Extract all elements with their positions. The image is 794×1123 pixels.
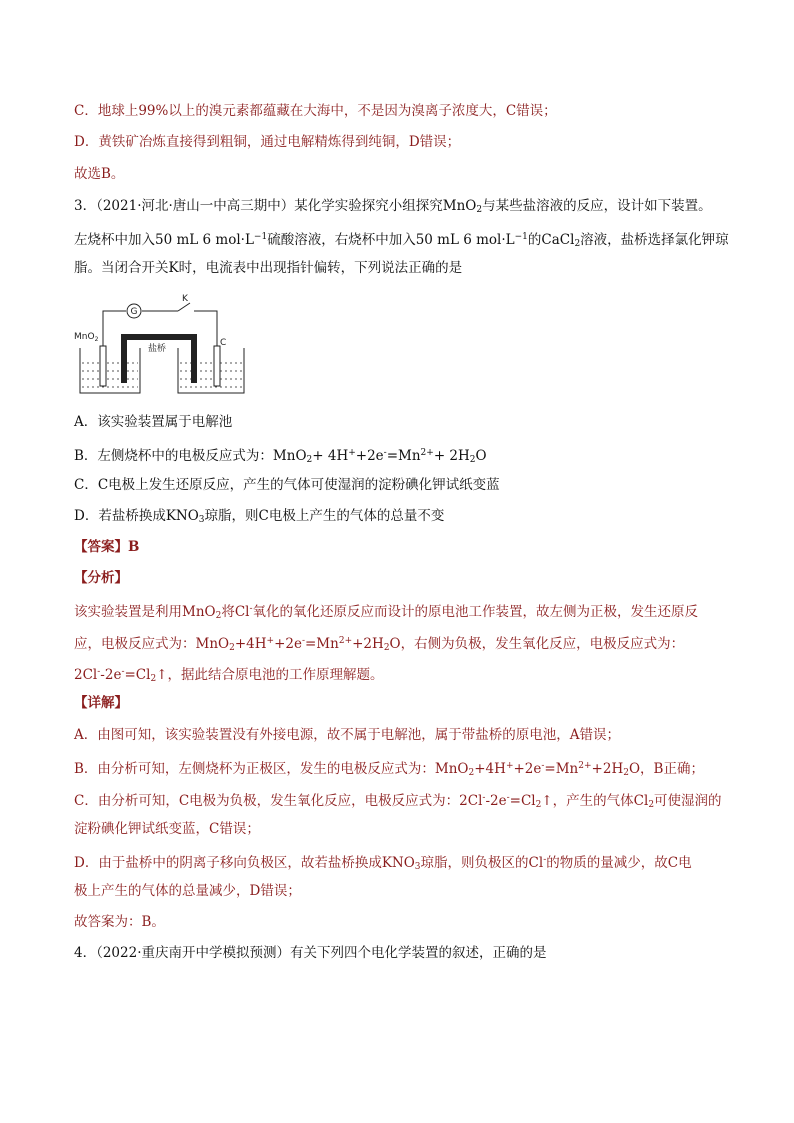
mno2-label xyxy=(74,332,99,343)
t: 淀粉碘化钾试纸变蓝，C错误； xyxy=(74,821,260,837)
analysis-line-3 xyxy=(74,663,724,688)
t: -2e xyxy=(100,667,122,683)
detail-b xyxy=(74,757,724,782)
sup: - xyxy=(543,855,547,865)
text-line-c xyxy=(74,102,724,120)
t: C．由分析可知，C电极为负极，发生氧化反应，电极反应式为：2Cl xyxy=(74,793,483,809)
t: A．该实验装置属于电解池 xyxy=(74,414,233,430)
sup: 2+ xyxy=(338,636,353,646)
mno2-text: MnO xyxy=(74,332,95,342)
sub: 2 xyxy=(623,768,629,778)
t: O xyxy=(475,448,487,464)
answer-line xyxy=(74,538,724,556)
detail-c-cont xyxy=(74,820,724,838)
text: 故选B。 xyxy=(74,166,125,182)
switch-label: K xyxy=(182,294,188,304)
sup: - xyxy=(301,636,305,646)
sup: 2+ xyxy=(578,761,592,771)
question-3-stem-2 xyxy=(74,228,729,253)
t: 左烧杯中加入50 mL 6 mol·L xyxy=(74,232,254,248)
question-4-stem xyxy=(74,944,724,962)
option-a xyxy=(74,413,724,431)
t: 琼脂，则C电极上产生的气体的总量不变 xyxy=(204,508,445,524)
sub: 3 xyxy=(198,515,205,525)
sub: 2 xyxy=(468,768,475,778)
t: ↑，产生的气体Cl xyxy=(541,793,649,809)
sub: 2 xyxy=(476,205,483,215)
text-line-d xyxy=(74,133,724,151)
t: +4H xyxy=(474,761,506,777)
t: 应，电极反应式为：MnO xyxy=(74,636,230,652)
t: 【详解】 xyxy=(74,695,128,711)
salt-bridge-label: 盐桥 xyxy=(148,344,167,354)
t: +4H xyxy=(234,636,267,652)
sup: - xyxy=(97,667,101,677)
t: D．若盐桥换成KNO xyxy=(74,508,199,524)
t: A．由图可知，该实验装置没有外接电源，故不属于电解池，属于带盐桥的原电池，A错误； xyxy=(74,727,620,743)
sub: 2 xyxy=(306,455,313,465)
t: +2e xyxy=(355,448,384,464)
sup: + xyxy=(505,761,514,771)
t: C．C电极上发生还原反应，产生的气体可使湿润的淀粉碘化钾试纸变蓝 xyxy=(74,477,500,493)
sub: 2 xyxy=(535,800,542,810)
sup: + xyxy=(348,448,356,458)
detail-d xyxy=(74,851,724,876)
sub: 2 xyxy=(229,643,235,653)
sup: −1 xyxy=(253,232,268,242)
sup: + xyxy=(266,636,275,646)
t: D．由于盐桥中的阴离子移向负极区，故若盐桥换成KNO xyxy=(74,855,415,871)
t: 该实验装置是利用MnO xyxy=(74,604,216,620)
carbon-electrode xyxy=(214,346,220,386)
t: + 2H xyxy=(433,448,470,464)
sub: 2 xyxy=(574,239,581,249)
t: 脂。当闭合开关K时，电流表中出现指针偏转，下列说法正确的是 xyxy=(74,260,463,276)
t: =Mn xyxy=(305,636,339,652)
t: =Mn xyxy=(386,448,421,464)
t: 可使湿润的 xyxy=(654,793,722,809)
question-3-stem-3 xyxy=(74,259,724,277)
t: +2H xyxy=(352,636,384,652)
t: +2H xyxy=(591,761,624,777)
sup: - xyxy=(121,667,125,677)
galvanometer-label: G xyxy=(130,307,138,317)
t: 极上产生的气体的总量减少，D错误； xyxy=(74,883,301,899)
sub: 2 xyxy=(383,643,390,653)
detail-d-cont xyxy=(74,882,724,900)
t: 2Cl xyxy=(74,667,98,683)
mno2-sub: 2 xyxy=(94,336,99,343)
t: B．由分析可知，左侧烧杯为正极区，发生的电极反应式为：MnO xyxy=(74,761,469,777)
t: =Mn xyxy=(544,761,579,777)
final-answer xyxy=(74,913,724,931)
t: 琼脂，则负极区的Cl xyxy=(420,855,544,871)
sub: 2 xyxy=(648,800,655,810)
detail-a xyxy=(74,726,724,744)
t: 4．（2022·重庆南开中学模拟预测）有关下列四个电化学装置的叙述，正确的是 xyxy=(74,945,547,961)
option-d xyxy=(74,507,724,529)
t: 【答案】B xyxy=(74,539,140,555)
sup: 2+ xyxy=(420,448,434,458)
t: 的物质的量减少，故C电 xyxy=(546,855,692,871)
sup: −1 xyxy=(514,232,528,242)
t: 与某些盐溶液的反应，设计如下装置。 xyxy=(482,198,712,214)
t: -2e xyxy=(485,793,507,809)
t: 故答案为：B。 xyxy=(74,914,165,930)
t: 将Cl xyxy=(221,604,250,620)
t: 【分析】 xyxy=(74,570,128,586)
carbon-label: C xyxy=(220,338,227,348)
t: 的CaCl xyxy=(527,232,575,248)
detail-heading xyxy=(74,694,724,712)
sub: 2 xyxy=(469,455,476,465)
sup: - xyxy=(482,793,486,803)
t: O，B正确； xyxy=(628,761,704,777)
sub: 2 xyxy=(150,674,157,684)
cell-svg xyxy=(74,293,254,398)
analysis-heading xyxy=(74,569,724,587)
text: C．地球上99%以上的溴元素都蕴藏在大海中，不是因为溴离子浓度大，C错误； xyxy=(74,103,557,119)
question-3-stem-1 xyxy=(74,197,724,219)
sub: 2 xyxy=(215,611,222,621)
detail-c xyxy=(74,789,724,814)
t: =Cl xyxy=(509,793,536,809)
sup: - xyxy=(249,604,253,614)
option-c xyxy=(74,476,724,494)
t: +2e xyxy=(513,761,542,777)
sup: - xyxy=(541,761,545,771)
option-b xyxy=(74,444,724,469)
t: 氧化的氧化还原反应而设计的原电池工作装置，故左侧为正极，发生还原反 xyxy=(252,604,699,620)
t: + 4H xyxy=(312,448,349,464)
t: ↑，据此结合原电池的工作原理解题。 xyxy=(156,667,384,683)
sup: - xyxy=(383,448,387,458)
wire-right xyxy=(194,311,217,346)
sup: - xyxy=(506,793,510,803)
text-line-choose xyxy=(74,165,724,183)
t: O，右侧为负极，发生氧化反应，电极反应式为： xyxy=(389,636,685,652)
mno2-electrode xyxy=(100,346,106,386)
analysis-line-1 xyxy=(74,600,724,625)
sub: 3 xyxy=(414,862,421,872)
electrochemical-cell-diagram xyxy=(74,293,254,398)
t: 硫酸溶液，右烧杯中加入50 mL 6 mol·L xyxy=(267,232,515,248)
t: B．左侧烧杯中的电极反应式为：MnO xyxy=(74,448,307,464)
text: D．黄铁矿冶炼直接得到粗铜，通过电解精炼得到纯铜，D错误； xyxy=(74,134,461,150)
t: +2e xyxy=(274,636,302,652)
switch-lever xyxy=(178,303,190,311)
analysis-line-2 xyxy=(74,632,724,657)
t: 溶液，盐桥选择氯化钾琼 xyxy=(580,232,729,248)
t: 3．（2021·河北·唐山一中高三期中）某化学实验探究小组探究MnO xyxy=(74,198,477,214)
t: =Cl xyxy=(124,667,151,683)
